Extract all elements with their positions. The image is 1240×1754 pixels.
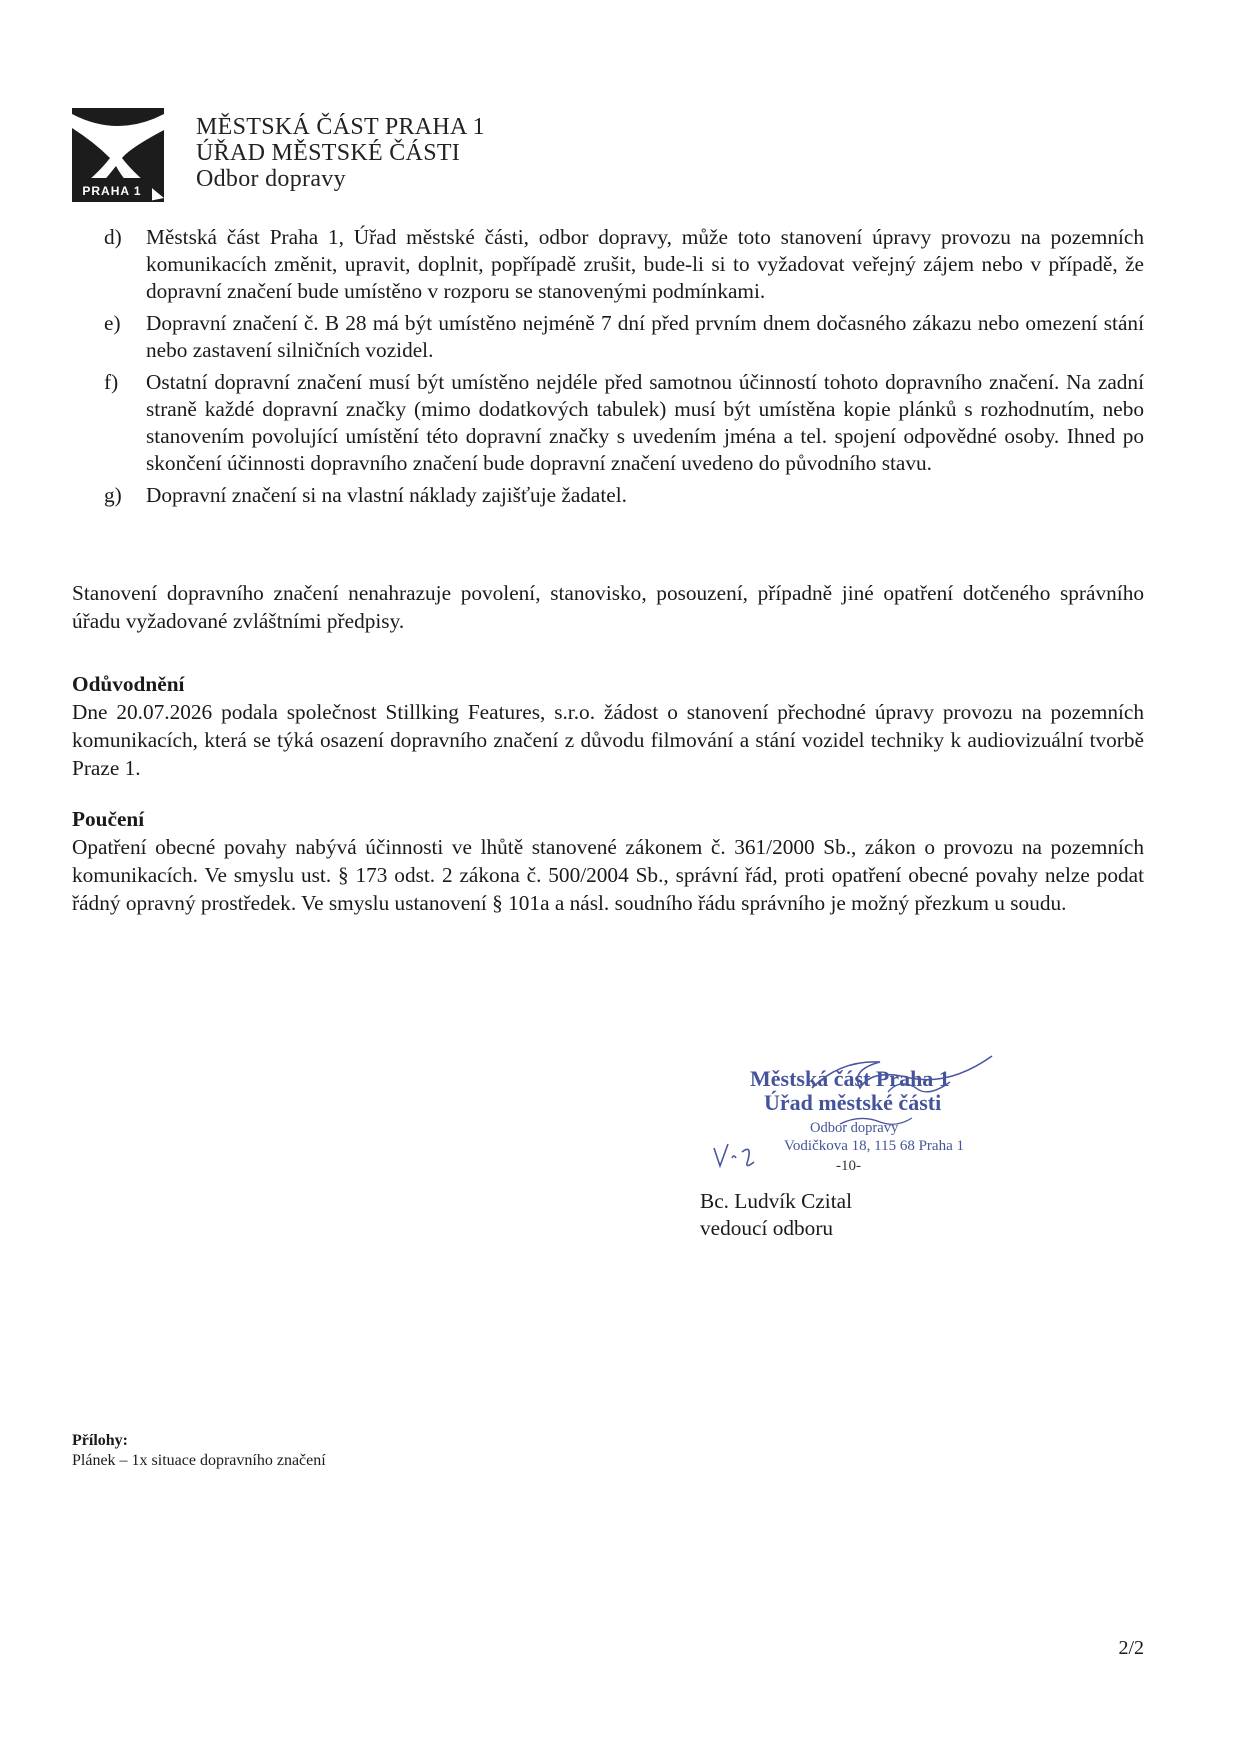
stamp-number: -10- (836, 1158, 861, 1174)
conditions-list (104, 224, 1144, 509)
stamp-line-district: Městská část Praha 1 (750, 1066, 950, 1091)
signatory (700, 1188, 852, 1242)
condition-item (104, 224, 1144, 305)
signatory-name: Bc. Ludvík Czital (700, 1189, 853, 1213)
praha1-logo (72, 108, 164, 202)
condition-marker: e) (104, 311, 121, 335)
instruction-section (72, 805, 1144, 917)
justification-text: Dne 20.07.2026 podala společnost Stillking Features, s.r.o. žádost o stanovení přechodné úpravy provozu na pozemních komunikacích, která se týká osazení dopravního značení z důvodu filmování a stání vozidel techniky k audiovizuální tvorbě Praze 1. (72, 700, 1144, 780)
condition-marker: d) (104, 225, 122, 249)
condition-text: Dopravní značení si na vlastní náklady zajišťuje žadatel. (146, 483, 627, 507)
condition-item (104, 310, 1144, 364)
stamp-line-office: Úřad městské části (764, 1090, 942, 1115)
condition-marker: f) (104, 370, 119, 394)
page-number: 2/2 (1118, 1637, 1144, 1659)
handwritten-signature (700, 1048, 1060, 1184)
header-line-office: ÚŘAD MĚSTSKÉ ČÁSTI (196, 140, 461, 166)
logo-text: PRAHA 1 (82, 184, 142, 198)
stamp-line-address: Vodičkova 18, 115 68 Praha 1 (784, 1138, 964, 1154)
attachments-section (72, 1431, 326, 1471)
condition-item (104, 482, 1144, 509)
header-line-department: Odbor dopravy (196, 166, 346, 192)
instruction-text: Opatření obecné povahy nabývá účinnosti ve lhůtě stanovené zákonem č. 361/2000 Sb., zákon o provozu na pozemních komunikacích. Ve smyslu ust. § 173 odst. 2 zákona č. 500/2004 Sb., správní řád, proti opatření obecné povahy nelze podat řádný opravný prostředek. Ve smyslu ustanovení § 101a a násl. soudního řádu správního je možný přezkum u soudu. (72, 835, 1144, 915)
condition-marker: g) (104, 483, 122, 507)
condition-item (104, 369, 1144, 477)
justification-section (72, 670, 1144, 782)
attachments-title: Přílohy: (72, 1432, 128, 1449)
attachments-item: Plánek – 1x situace dopravního značení (72, 1452, 326, 1469)
condition-text: Ostatní dopravní značení musí být umístěno nejdéle před samotnou účinností tohoto dopravního značení. Na zadní straně každé dopravní značky (mimo dodatkových tabulek) musí být umístěna kopie plánků s rozhodnutím, nebo stanovením povolující umístění této dopravní značky s uvedením jména a tel. spojení odpovědné osoby. Ihned po skončení účinnosti dopravního značení bude dopravní značení uvedeno do původního stavu. (146, 370, 1144, 475)
instruction-heading: Poučení (72, 807, 145, 831)
header-line-district: MĚSTSKÁ ČÁST PRAHA 1 (196, 114, 485, 140)
condition-text: Dopravní značení č. B 28 má být umístěno nejméně 7 dní před prvním dnem dočasného zákazu nebo omezení stání nebo zastavení silničních vozidel. (146, 311, 1144, 362)
office-name (196, 114, 616, 192)
justification-heading: Odůvodnění (72, 672, 185, 696)
condition-text: Městská část Praha 1, Úřad městské části, odbor dopravy, může toto stanovení úpravy provozu na pozemních komunikacích změnit, upravit, doplnit, popřípadě zrušit, bude-li si to vyžadovat veřejný zájem nebo v případě, že dopravní značení bude umístěno v rozporu se stanovenými podmínkami. (146, 225, 1144, 303)
office-stamp (700, 1048, 1060, 1184)
stamp-line-department: Odbor dopravy (810, 1120, 899, 1136)
signatory-role: vedoucí odboru (700, 1216, 834, 1240)
statement-paragraph: Stanovení dopravního značení nenahrazuje povolení, stanovisko, posouzení, případně jiné opatření dotčeného správního úřadu vyžadované zvláštními předpisy. (72, 581, 1144, 633)
